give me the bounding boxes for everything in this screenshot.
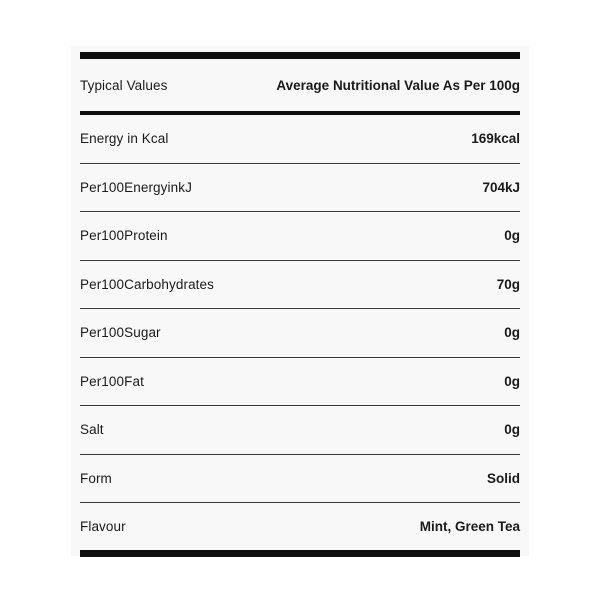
row-label: Flavour (80, 519, 126, 534)
table-row (80, 503, 520, 550)
row-label: Per100Fat (80, 373, 144, 389)
row-label: Form (80, 470, 112, 486)
row-label: Salt (80, 422, 104, 438)
row-label: Per100Carbohydrates (80, 276, 214, 292)
row-value: Solid (487, 470, 520, 486)
row-label: Per100Sugar (80, 325, 161, 341)
nutrition-table (80, 52, 520, 557)
row-value: 169kcal (471, 131, 520, 147)
table-row (80, 358, 520, 407)
row-label: Energy in Kcal (80, 131, 169, 147)
header-value: Average Nutritional Value As Per 100g (276, 77, 520, 93)
table-row (80, 455, 520, 504)
top-divider-bar (80, 52, 520, 59)
row-value: Mint, Green Tea (419, 519, 520, 534)
table-row (80, 406, 520, 455)
row-label: Per100EnergyinkJ (80, 179, 192, 195)
row-label: Per100Protein (80, 228, 168, 244)
row-value: 70g (496, 276, 520, 292)
row-value: 0g (504, 422, 520, 438)
table-row (80, 212, 520, 261)
table-header-row (80, 59, 520, 115)
table-row (80, 309, 520, 358)
row-value: 0g (504, 228, 520, 244)
row-value: 0g (504, 325, 520, 341)
table-row (80, 115, 520, 164)
row-value: 0g (504, 373, 520, 389)
header-label: Typical Values (80, 77, 168, 93)
bottom-divider-bar (80, 550, 520, 557)
table-row (80, 261, 520, 310)
table-row (80, 164, 520, 213)
row-value: 704kJ (482, 179, 520, 195)
